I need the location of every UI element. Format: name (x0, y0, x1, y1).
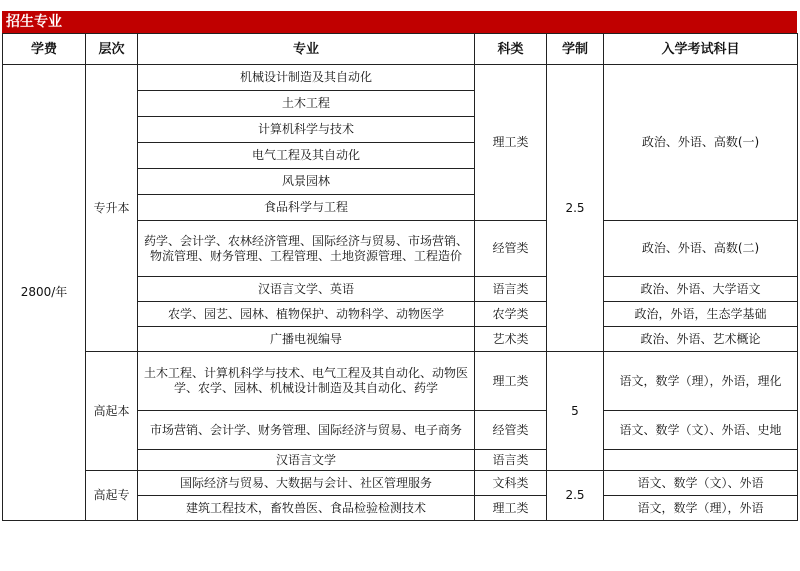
major-cell: 广播电视编导 (138, 327, 475, 352)
exam-cell: 语文，数学（理），外语 (604, 496, 798, 521)
header-major: 专业 (138, 34, 475, 65)
major-cell: 市场营销、会计学、财务管理、国际经济与贸易、电子商务 (138, 411, 475, 450)
exam-cell: 语文、数学（文）、外语 (604, 471, 798, 496)
exam-cell (604, 450, 798, 471)
header-category: 科类 (475, 34, 547, 65)
major-cell: 食品科学与工程 (138, 195, 475, 221)
category-cell: 经管类 (475, 411, 547, 450)
header-row (3, 34, 798, 65)
category-cell: 文科类 (475, 471, 547, 496)
header-exam: 入学考试科目 (604, 34, 798, 65)
exam-cell: 政治、外语、高数(一) (604, 65, 798, 221)
major-cell: 风景园林 (138, 169, 475, 195)
category-cell: 农学类 (475, 302, 547, 327)
major-cell: 药学、会计学、农林经济管理、国际经济与贸易、市场营销、物流管理、财务管理、工程管理、土地资源管理、工程造价 (138, 221, 475, 277)
table-row (3, 471, 798, 496)
major-cell: 计算机科学与技术 (138, 117, 475, 143)
major-cell: 机械设计制造及其自动化 (138, 65, 475, 91)
major-cell: 电气工程及其自动化 (138, 143, 475, 169)
fee-cell: 2800/年 (3, 65, 86, 521)
category-cell: 经管类 (475, 221, 547, 277)
section-title: 招生专业 (2, 11, 797, 33)
level-cell: 高起本 (86, 352, 138, 471)
category-cell: 理工类 (475, 65, 547, 221)
category-cell: 艺术类 (475, 327, 547, 352)
major-cell: 汉语言文学、英语 (138, 277, 475, 302)
category-cell: 理工类 (475, 352, 547, 411)
header-fee: 学费 (3, 34, 86, 65)
category-cell: 语言类 (475, 277, 547, 302)
majors-table (2, 33, 798, 521)
duration-cell: 2.5 (547, 65, 604, 352)
exam-cell: 政治、外语、大学语文 (604, 277, 798, 302)
major-cell: 建筑工程技术，畜牧兽医、食品检验检测技术 (138, 496, 475, 521)
category-cell: 语言类 (475, 450, 547, 471)
duration-cell: 2.5 (547, 471, 604, 521)
exam-cell: 语文，数学（理），外语，理化 (604, 352, 798, 411)
exam-cell: 政治、外语、高数(二) (604, 221, 798, 277)
exam-cell: 政治、外语、艺术概论 (604, 327, 798, 352)
exam-cell: 语文、数学（文）、外语、史地 (604, 411, 798, 450)
major-cell: 土木工程、计算机科学与技术、电气工程及其自动化、动物医学、农学、园林、机械设计制造及其自动化、药学 (138, 352, 475, 411)
table-row (3, 352, 798, 411)
major-cell: 农学、园艺、园林、植物保护、动物科学、动物医学 (138, 302, 475, 327)
major-cell: 国际经济与贸易、大数据与会计、社区管理服务 (138, 471, 475, 496)
major-cell: 汉语言文学 (138, 450, 475, 471)
level-cell: 高起专 (86, 471, 138, 521)
header-duration: 学制 (547, 34, 604, 65)
table-row (3, 65, 798, 91)
header-level: 层次 (86, 34, 138, 65)
duration-cell: 5 (547, 352, 604, 471)
level-cell: 专升本 (86, 65, 138, 352)
exam-cell: 政治，外语，生态学基础 (604, 302, 798, 327)
category-cell: 理工类 (475, 496, 547, 521)
major-cell: 土木工程 (138, 91, 475, 117)
